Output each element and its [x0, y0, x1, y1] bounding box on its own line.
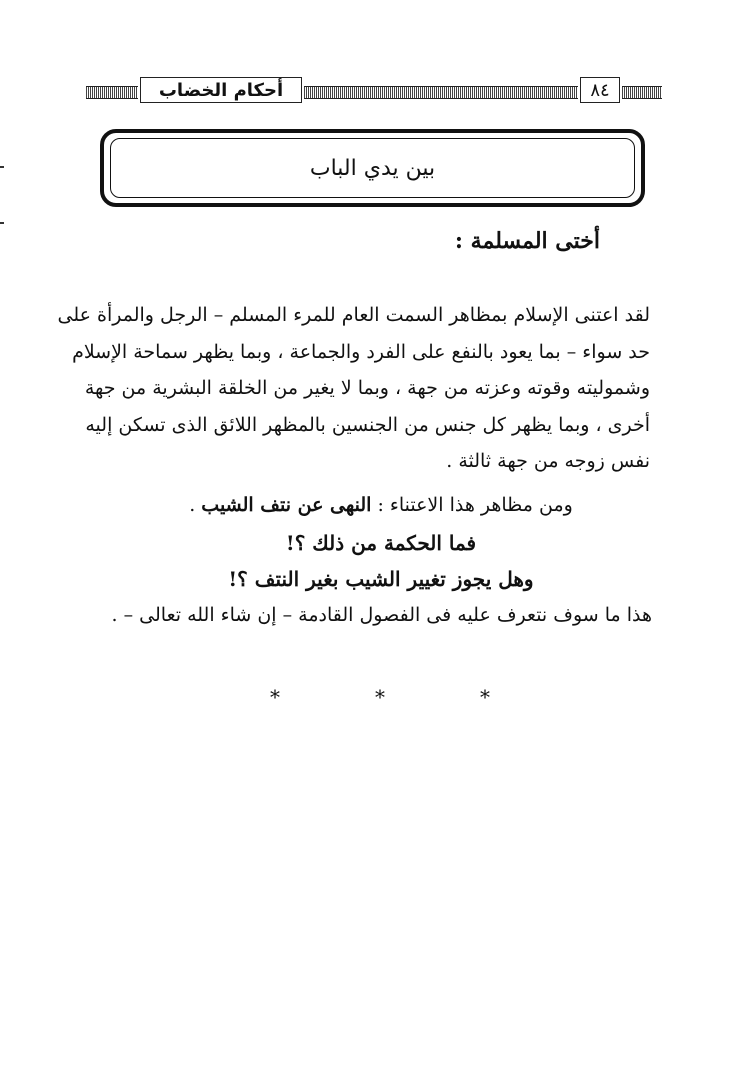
asterisk-ornament: *: [375, 685, 385, 709]
salutation: أختى المسلمة :: [454, 228, 600, 254]
statement-emphasis: النهى عن نتف الشيب: [201, 494, 372, 516]
asterisk-ornament: *: [480, 685, 490, 709]
chapter-title: بين يدي الباب: [309, 155, 436, 181]
paragraph-line: لقد اعتنى الإسلام بمظاهر السمت العام للمرء المسلم – الرجل والمرأة على: [57, 304, 650, 326]
header-hatch-left: [86, 86, 138, 99]
question-alternative: وهل يجوز تغيير الشيب بغير النتف ؟!: [228, 567, 534, 591]
page-number: ٨٤: [580, 77, 620, 103]
chapter-title-frame: [100, 129, 645, 207]
section-separator: [270, 685, 490, 709]
header-hatch-middle: [304, 86, 578, 99]
asterisk-ornament: *: [270, 685, 280, 709]
running-header: [86, 77, 662, 103]
paragraph-line: حد سواء – بما يعود بالنفع على الفرد والجماعة ، وبما يظهر سماحة الإسلام: [72, 340, 650, 363]
margin-tick: [0, 166, 4, 168]
statement-prefix: ومن مظاهر هذا الاعتناء :: [371, 494, 573, 516]
intro-paragraph: [57, 297, 650, 480]
paragraph-line: نفس زوجه من جهة ثالثة .: [446, 450, 650, 472]
paragraph-line: وشموليته وقوته وعزته من جهة ، وبما لا يغير من الخلقة البشرية من جهة: [84, 377, 650, 399]
book-title: أحكام الخضاب: [140, 77, 302, 103]
paragraph-line: أخرى ، وبما يظهر كل جنس من الجنسين بالمظهر اللائق الذى تسكن إليه: [85, 413, 650, 436]
chapter-title-inner-frame: [110, 138, 635, 198]
prohibition-statement: [112, 494, 650, 516]
closing-sentence: هذا ما سوف نتعرف عليه فى الفصول القادمة – إن شاء الله تعالى – .: [111, 604, 652, 626]
margin-tick: [0, 222, 4, 224]
statement-suffix: .: [189, 494, 202, 516]
question-wisdom: فما الحكمة من ذلك ؟!: [285, 531, 477, 555]
header-hatch-right: [622, 86, 662, 99]
